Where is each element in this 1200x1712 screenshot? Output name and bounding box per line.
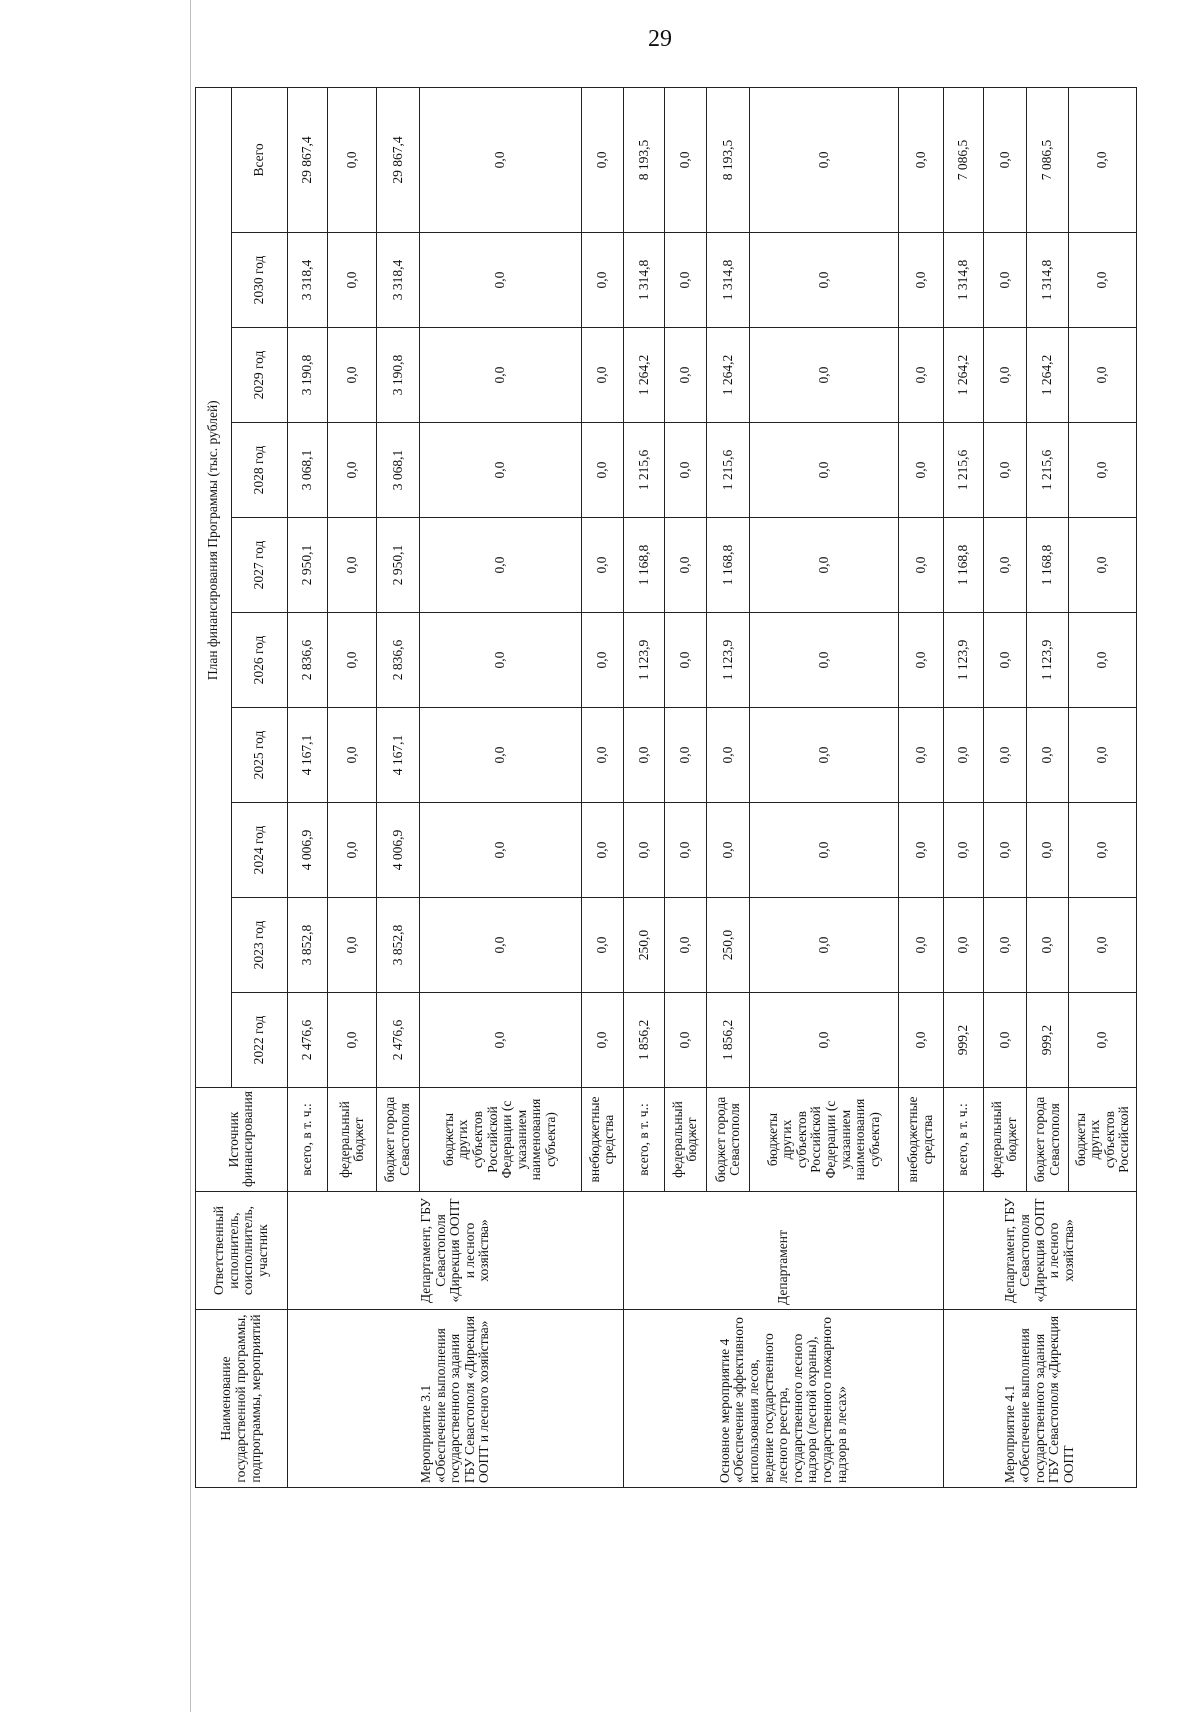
header-year: 2025 год bbox=[232, 708, 287, 803]
header-responsible: Ответственный исполнитель, соисполнитель, участник bbox=[196, 1192, 288, 1310]
year-value: 0,0 bbox=[328, 328, 377, 423]
year-value: 0,0 bbox=[664, 803, 707, 898]
total-value: 8 193,5 bbox=[624, 87, 664, 232]
year-value: 0,0 bbox=[664, 518, 707, 613]
year-value: 0,0 bbox=[707, 803, 750, 898]
year-value: 0,0 bbox=[419, 613, 581, 708]
year-value: 1 168,8 bbox=[943, 518, 983, 613]
year-value: 0,0 bbox=[328, 233, 377, 328]
funding-source: бюджеты других субъектов Российской bbox=[1069, 1088, 1137, 1192]
year-value: 1 123,9 bbox=[624, 613, 664, 708]
year-value: 0,0 bbox=[581, 898, 624, 993]
year-value: 3 318,4 bbox=[377, 233, 420, 328]
year-value: 0,0 bbox=[581, 328, 624, 423]
year-value: 0,0 bbox=[419, 328, 581, 423]
measure-name: Мероприятие 3.1 «Обеспечение выполнения государственного задания ГБУ Севастополя «Дирекция ООПТ и лесного хозяйства» bbox=[287, 1310, 624, 1488]
year-value: 1 215,6 bbox=[707, 423, 750, 518]
year-value: 0,0 bbox=[419, 708, 581, 803]
year-value: 0,0 bbox=[419, 993, 581, 1088]
binding-line bbox=[190, 0, 191, 1712]
year-value: 1 314,8 bbox=[1026, 233, 1069, 328]
year-value: 0,0 bbox=[581, 993, 624, 1088]
header-year: 2026 год bbox=[232, 613, 287, 708]
table-row bbox=[287, 87, 327, 1487]
year-value: 0,0 bbox=[984, 233, 1027, 328]
year-value: 0,0 bbox=[984, 708, 1027, 803]
year-value: 1 123,9 bbox=[1026, 613, 1069, 708]
funding-source: бюджеты других субъектов Российской Федерации (с указанием наименования субъекта) bbox=[749, 1088, 898, 1192]
year-value: 0,0 bbox=[581, 423, 624, 518]
header-year: 2028 год bbox=[232, 423, 287, 518]
year-value: 0,0 bbox=[984, 328, 1027, 423]
total-value: 29 867,4 bbox=[377, 87, 420, 232]
year-value: 0,0 bbox=[1069, 898, 1137, 993]
header-year: 2030 год bbox=[232, 233, 287, 328]
year-value: 0,0 bbox=[1069, 423, 1137, 518]
header-year: 2027 год bbox=[232, 518, 287, 613]
year-value: 0,0 bbox=[664, 898, 707, 993]
year-value: 0,0 bbox=[328, 518, 377, 613]
total-value: 29 867,4 bbox=[287, 87, 327, 232]
year-value: 0,0 bbox=[419, 898, 581, 993]
year-value: 3 068,1 bbox=[377, 423, 420, 518]
total-value: 0,0 bbox=[984, 87, 1027, 232]
year-value: 1 264,2 bbox=[624, 328, 664, 423]
year-value: 1 215,6 bbox=[1026, 423, 1069, 518]
year-value: 2 476,6 bbox=[377, 993, 420, 1088]
year-value: 0,0 bbox=[1026, 803, 1069, 898]
table-row bbox=[943, 87, 983, 1487]
year-value: 3 190,8 bbox=[377, 328, 420, 423]
year-value: 2 836,6 bbox=[377, 613, 420, 708]
header-row-top bbox=[196, 87, 232, 1487]
year-value: 0,0 bbox=[1069, 613, 1137, 708]
measure-name: Основное мероприятие 4 «Обеспечение эффективного использования лесов, ведение государственного лесного реестра, государственного лесного надзора (лесной охраны), государственного пожарного надзора в лесах» bbox=[624, 1310, 944, 1488]
year-value: 0,0 bbox=[664, 708, 707, 803]
year-value: 0,0 bbox=[1069, 993, 1137, 1088]
year-value: 3 068,1 bbox=[287, 423, 327, 518]
funding-source: внебюджетные средства bbox=[581, 1088, 624, 1192]
year-value: 0,0 bbox=[899, 613, 944, 708]
year-value: 0,0 bbox=[581, 518, 624, 613]
funding-source: федеральный бюджет bbox=[328, 1088, 377, 1192]
year-value: 3 852,8 bbox=[287, 898, 327, 993]
year-value: 1 264,2 bbox=[1026, 328, 1069, 423]
total-value: 0,0 bbox=[1069, 87, 1137, 232]
funding-source: бюджет города Севастополя bbox=[1026, 1088, 1069, 1192]
year-value: 0,0 bbox=[749, 803, 898, 898]
year-value: 0,0 bbox=[943, 898, 983, 993]
year-value: 3 318,4 bbox=[287, 233, 327, 328]
year-value: 1 314,8 bbox=[707, 233, 750, 328]
header-plan: План финансирования Программы (тыс. рублей) bbox=[196, 87, 232, 992]
year-value: 0,0 bbox=[1069, 328, 1137, 423]
year-value: 0,0 bbox=[899, 423, 944, 518]
year-value: 0,0 bbox=[749, 233, 898, 328]
header-name: Наименование государственной программы, подпрограммы, мероприятий bbox=[196, 1310, 288, 1488]
year-value: 0,0 bbox=[1069, 803, 1137, 898]
year-value: 1 215,6 bbox=[624, 423, 664, 518]
page-number: 29 bbox=[648, 26, 672, 52]
year-value: 0,0 bbox=[664, 423, 707, 518]
year-value: 0,0 bbox=[328, 708, 377, 803]
year-value: 0,0 bbox=[899, 993, 944, 1088]
header-source: Источник финансирования bbox=[196, 1088, 288, 1192]
year-value: 3 852,8 bbox=[377, 898, 420, 993]
year-value: 250,0 bbox=[624, 898, 664, 993]
year-value: 0,0 bbox=[624, 708, 664, 803]
total-value: 0,0 bbox=[749, 87, 898, 232]
header-year: 2024 год bbox=[232, 803, 287, 898]
year-value: 2 950,1 bbox=[287, 518, 327, 613]
year-value: 4 006,9 bbox=[377, 803, 420, 898]
year-value: 0,0 bbox=[1026, 708, 1069, 803]
year-value: 0,0 bbox=[1026, 898, 1069, 993]
year-value: 0,0 bbox=[581, 803, 624, 898]
year-value: 0,0 bbox=[899, 518, 944, 613]
year-value: 3 190,8 bbox=[287, 328, 327, 423]
year-value: 0,0 bbox=[749, 708, 898, 803]
year-value: 0,0 bbox=[581, 708, 624, 803]
year-value: 0,0 bbox=[984, 803, 1027, 898]
year-value: 0,0 bbox=[984, 898, 1027, 993]
year-value: 0,0 bbox=[984, 423, 1027, 518]
year-value: 0,0 bbox=[419, 518, 581, 613]
year-value: 1 168,8 bbox=[1026, 518, 1069, 613]
rotated-financing-table bbox=[195, 88, 1137, 1488]
responsible-executor: Департамент, ГБУ Севастополя «Дирекция ООПТ и лесного хозяйства» bbox=[287, 1192, 624, 1310]
year-value: 0,0 bbox=[1069, 233, 1137, 328]
year-value: 1 123,9 bbox=[707, 613, 750, 708]
year-value: 0,0 bbox=[664, 993, 707, 1088]
year-value: 0,0 bbox=[899, 233, 944, 328]
year-value: 0,0 bbox=[749, 898, 898, 993]
year-value: 4 167,1 bbox=[287, 708, 327, 803]
year-value: 1 168,8 bbox=[707, 518, 750, 613]
year-value: 0,0 bbox=[943, 803, 983, 898]
measure-name: Мероприятие 4.1 «Обеспечение выполнения государственного задания ГБУ Севастополя «Дирекция ООПТ bbox=[943, 1310, 1136, 1488]
year-value: 0,0 bbox=[664, 613, 707, 708]
year-value: 1 314,8 bbox=[943, 233, 983, 328]
responsible-executor: Департамент bbox=[624, 1192, 944, 1310]
header-year: 2022 год bbox=[232, 993, 287, 1088]
year-value: 0,0 bbox=[1069, 518, 1137, 613]
funding-source: всего, в т. ч.: bbox=[287, 1088, 327, 1192]
funding-source: федеральный бюджет bbox=[664, 1088, 707, 1192]
header-year: 2023 год bbox=[232, 898, 287, 993]
year-value: 4 006,9 bbox=[287, 803, 327, 898]
year-value: 2 950,1 bbox=[377, 518, 420, 613]
year-value: 0,0 bbox=[581, 613, 624, 708]
year-value: 0,0 bbox=[664, 328, 707, 423]
year-value: 250,0 bbox=[707, 898, 750, 993]
year-value: 0,0 bbox=[624, 803, 664, 898]
year-value: 0,0 bbox=[328, 898, 377, 993]
funding-source: всего, в т. ч.: bbox=[943, 1088, 983, 1192]
total-value: 7 086,5 bbox=[1026, 87, 1069, 232]
year-value: 0,0 bbox=[1069, 708, 1137, 803]
year-value: 0,0 bbox=[749, 518, 898, 613]
year-value: 2 836,6 bbox=[287, 613, 327, 708]
funding-source: внебюджетные средства bbox=[899, 1088, 944, 1192]
year-value: 1 856,2 bbox=[707, 993, 750, 1088]
year-value: 0,0 bbox=[749, 613, 898, 708]
year-value: 1 168,8 bbox=[624, 518, 664, 613]
total-value: 0,0 bbox=[664, 87, 707, 232]
year-value: 0,0 bbox=[899, 708, 944, 803]
funding-source: всего, в т. ч.: bbox=[624, 1088, 664, 1192]
total-value: 0,0 bbox=[328, 87, 377, 232]
year-value: 1 264,2 bbox=[943, 328, 983, 423]
year-value: 0,0 bbox=[984, 613, 1027, 708]
total-value: 0,0 bbox=[419, 87, 581, 232]
year-value: 0,0 bbox=[328, 613, 377, 708]
table-body bbox=[196, 87, 1137, 1487]
year-value: 0,0 bbox=[749, 993, 898, 1088]
year-value: 4 167,1 bbox=[377, 708, 420, 803]
responsible-executor: Департамент, ГБУ Севастополя «Дирекция ООПТ и лесного хозяйства» bbox=[943, 1192, 1136, 1310]
year-value: 0,0 bbox=[899, 803, 944, 898]
total-value: 0,0 bbox=[899, 87, 944, 232]
header-plan-spacer bbox=[196, 993, 232, 1088]
year-value: 0,0 bbox=[664, 233, 707, 328]
year-value: 0,0 bbox=[899, 328, 944, 423]
year-value: 1 215,6 bbox=[943, 423, 983, 518]
year-value: 1 856,2 bbox=[624, 993, 664, 1088]
year-value: 0,0 bbox=[943, 708, 983, 803]
year-value: 999,2 bbox=[1026, 993, 1069, 1088]
year-value: 0,0 bbox=[328, 423, 377, 518]
year-value: 0,0 bbox=[419, 423, 581, 518]
year-value: 0,0 bbox=[984, 518, 1027, 613]
year-value: 1 264,2 bbox=[707, 328, 750, 423]
total-value: 8 193,5 bbox=[707, 87, 750, 232]
year-value: 1 123,9 bbox=[943, 613, 983, 708]
year-value: 0,0 bbox=[419, 803, 581, 898]
year-value: 0,0 bbox=[984, 993, 1027, 1088]
total-value: 7 086,5 bbox=[943, 87, 983, 232]
table-row bbox=[624, 87, 664, 1487]
year-value: 0,0 bbox=[328, 993, 377, 1088]
year-value: 2 476,6 bbox=[287, 993, 327, 1088]
total-value: 0,0 bbox=[581, 87, 624, 232]
funding-source: бюджет города Севастополя bbox=[707, 1088, 750, 1192]
financing-plan-table bbox=[195, 87, 1137, 1488]
header-year: 2029 год bbox=[232, 328, 287, 423]
year-value: 0,0 bbox=[328, 803, 377, 898]
year-value: 0,0 bbox=[581, 233, 624, 328]
year-value: 0,0 bbox=[419, 233, 581, 328]
year-value: 1 314,8 bbox=[624, 233, 664, 328]
year-value: 0,0 bbox=[749, 328, 898, 423]
funding-source: бюджеты других субъектов Российской Федерации (с указанием наименования субъекта) bbox=[419, 1088, 581, 1192]
year-value: 999,2 bbox=[943, 993, 983, 1088]
funding-source: бюджет города Севастополя bbox=[377, 1088, 420, 1192]
year-value: 0,0 bbox=[899, 898, 944, 993]
year-value: 0,0 bbox=[749, 423, 898, 518]
header-total: Всего bbox=[232, 87, 287, 232]
funding-source: федеральный бюджет bbox=[984, 1088, 1027, 1192]
year-value: 0,0 bbox=[707, 708, 750, 803]
